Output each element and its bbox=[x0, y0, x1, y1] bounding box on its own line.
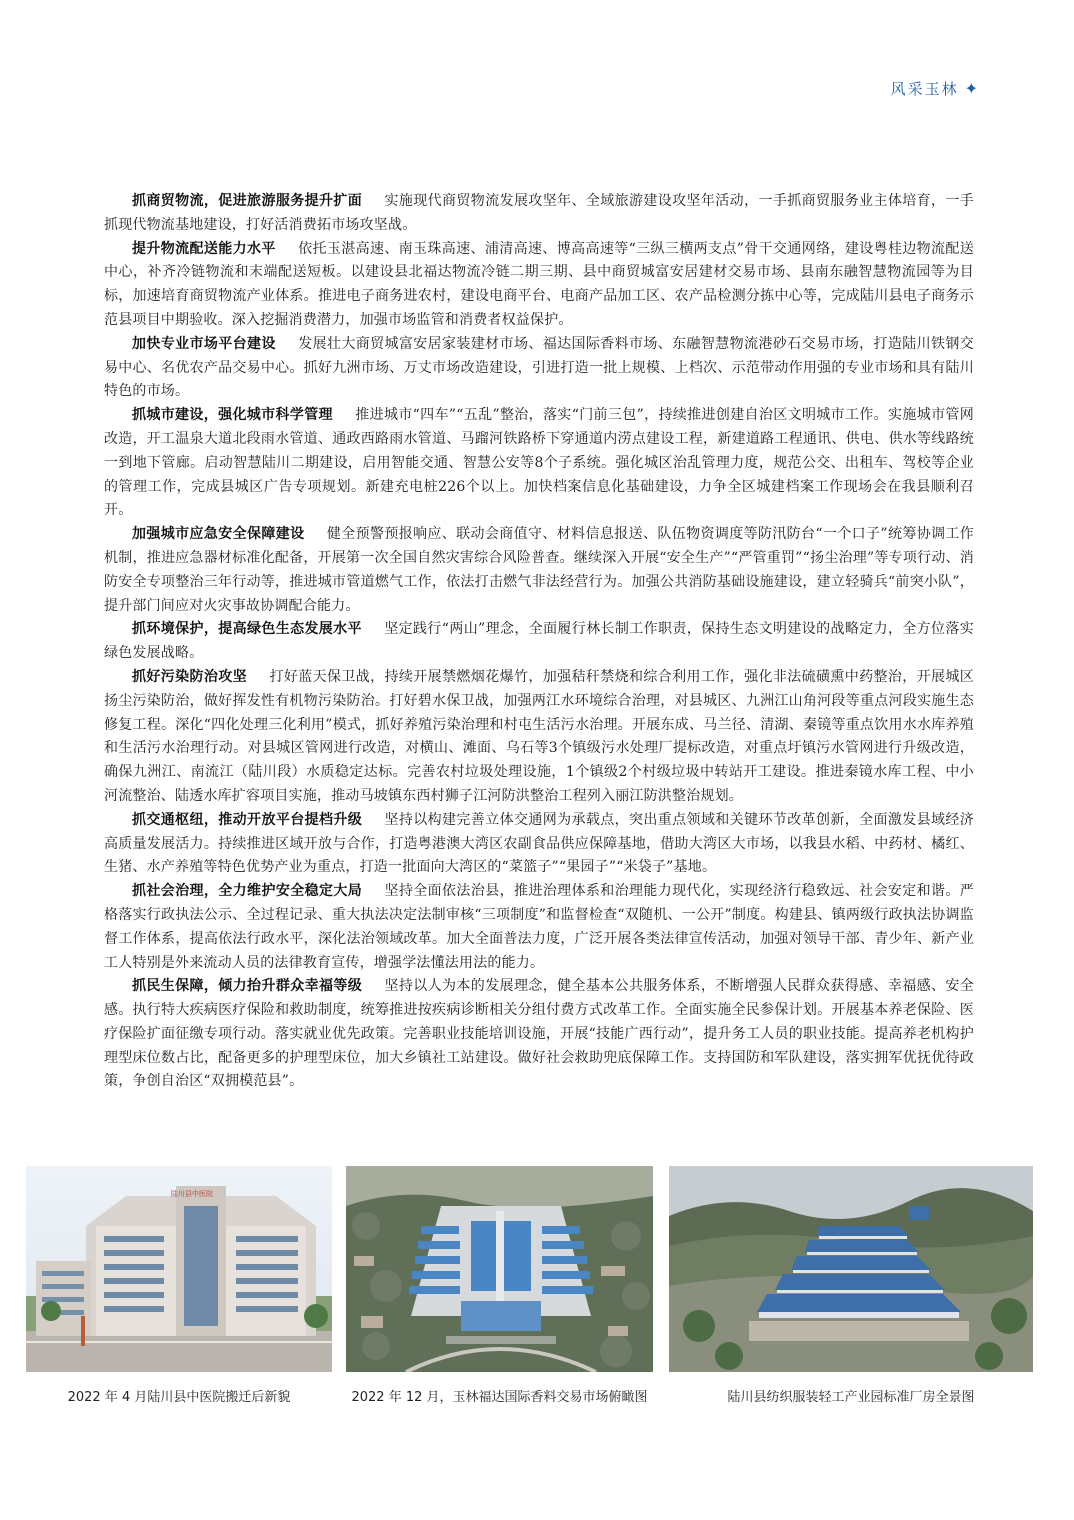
paragraph-heading: 抓民生保障，倾力抬升群众幸福等级 bbox=[132, 978, 363, 995]
diamond-marker-icon: ✦ bbox=[964, 78, 978, 98]
paragraph-heading: 抓商贸物流，促进旅游服务提升扩面 bbox=[132, 193, 363, 209]
paragraph-text: 坚持以人为本的发展理念，健全基本公共服务体系，不断增强人民群众获得感、幸福感、安全感。执行特大疾病医疗保险和救助制度，统筹推进按疾病诊断相关分组付费方式改革工作。全面实施全民参保计划。开展基本养老保险、医疗保险扩面征缴专项行动。落实就业优先政策。完善职业技能培训设施，开展“技能广西行动”，提升务工人员的职业技能。提高养老机构护理型床位数占比，配备更多的护理型床位，加大乡镇社工站建设。做好社会救助兜底保障工作。支持国防和军队建设，落实拥军优抚优待政策，争创自治区“双拥模范县”。 bbox=[104, 978, 975, 1090]
paragraph-text: 坚持全面依法治县，推进治理体系和治理能力现代化，实现经济行稳致远、社会安定和谐。严格落实行政执法公示、全过程记录、重大执法决定法制审核“三项制度”和监督检查“双随机、一公开”制度。构建县、镇两级行政执法协调监督工作体系，提高依法行政水平，深化法治领域改革。加大全面普法力度，广泛开展各类法律宣传活动，加强对领导干部、青少年、新产业工人特别是外来流动人员的法律教育宣传，增强学法懂法用法的能力。 bbox=[104, 883, 975, 971]
paragraph bbox=[104, 238, 974, 333]
paragraph-text: 依托玉湛高速、南玉珠高速、浦清高速、博高高速等“三纵三横两支点”骨干交通网络，建设粤桂边物流配送中心，补齐冷链物流和末端配送短板。以建设县北福达物流冷链二期三期、县中商贸城富安居建材交易市场、县南东融智慧物流园等为目标，加速培育商贸物流产业体系。推进电子商务进农村，建设电商平台、电商产品加工区、农产品检测分拣中心等，完成陆川县电子商务示范县项目中期验收。深入挖掘消费潜力，加强市场监管和消费者权益保护。 bbox=[104, 240, 974, 328]
paragraph bbox=[104, 333, 974, 404]
paragraph-text: 健全预警预报响应、联动会商值守、材料信息报送、队伍物资调度等防汛防台“一个口子”统筹协调工作机制，推进应急器材标准化配备，开展第一次全国自然灾害综合风险普查。继续深入开展“安全生产”“严管重罚”“扬尘治理”等专项行动、消防安全专项整治三年行动等，推进城市管道燃气工作，依法打击燃气非法经营行为。加强公共消防基础设施建设，建立轻骑兵“前突小队”，提升部门间应对火灾事故协调配合能力。 bbox=[104, 526, 975, 614]
paragraph-heading: 抓社会治理，全力维护安全稳定大局 bbox=[132, 883, 363, 900]
paragraph bbox=[104, 666, 974, 809]
paragraph-heading: 抓交通枢纽，推动开放平台提档升级 bbox=[132, 811, 363, 828]
paragraph-text: 打好蓝天保卫战，持续开展禁燃烟花爆竹，加强秸秆禁烧和综合利用工作，强化非法硫磺熏中药整治，开展城区扬尘污染防治，做好挥发性有机物污染防治。打好碧水保卫战，加强两江水环境综合治理，对县城区、九洲江山角河段等重点河段实施生态修复工程。深化“四化处理三化利用”模式，抓好养殖污染治理和村屯生活污水治理。开展东成、马兰径、清湖、秦镜等重点饮用水水库养殖和生活污水治理行动。对县城区管网进行改造，对横山、滩面、乌石等3个镇级污水处理厂提标改造，对重点圩镇污水管网进行升级改造，确保九洲江、南流江（陆川段）水质稳定达标。完善农村垃圾处理设施，1个镇级2个村级垃圾中转站开工建设。推进秦镜水库工程、中小河流整治、陆透水库扩容项目实施，推动马坡镇东西村狮子江河防洪整治工程列入丽江防洪整治规划。 bbox=[104, 668, 974, 804]
paragraph-text: 坚定践行“两山”理念，全面履行林长制工作职责，保持生态文明建设的战略定力，全方位落实绿色发展战略。 bbox=[104, 621, 974, 662]
photo-caption: 2022 年 12 月，玉林福达国际香料交易市场俯瞰图 bbox=[351, 1390, 648, 1405]
market-aerial-photo bbox=[346, 1166, 653, 1372]
paragraph-heading: 提升物流配送能力水平 bbox=[132, 240, 276, 257]
photo-strip bbox=[26, 1166, 1034, 1406]
paragraph bbox=[104, 809, 974, 880]
paragraph bbox=[104, 975, 974, 1094]
paragraph bbox=[104, 523, 974, 618]
paragraph bbox=[104, 404, 974, 523]
paragraph-text: 推进城市“四车”“五乱”整治，落实“门前三包”，持续推进创建自治区文明城市工作。实施城市管网改造，开工温泉大道北段雨水管道、通政西路雨水管道、马蹓河铁路桥下穿通道内涝点建设工程，新建道路工程通讯、供电、供水等线路统一到地下管廊。启动智慧陆川二期建设，启用智能交通、智慧公安等8个子系统。强化城区治乱管理力度，规范公交、出租车、驾校等企业的管理工作，完成县城区广告专项规划。新建充电桩226个以上。加快档案信息化基础建设，力争全区城建档案工作现场会在我县顺利召开。 bbox=[104, 407, 974, 519]
section-title: 风采玉林 bbox=[890, 80, 959, 98]
hospital-photo bbox=[26, 1166, 332, 1372]
article-body bbox=[104, 190, 974, 1094]
page-header bbox=[891, 78, 978, 99]
photo-caption: 2022 年 4 月陆川县中医院搬迁后新貌 bbox=[67, 1390, 291, 1405]
photo-caption: 陆川县纺织服装轻工产业园标准厂房全景图 bbox=[727, 1390, 975, 1405]
industrial-park-photo bbox=[669, 1166, 1033, 1372]
paragraph-heading: 加快专业市场平台建设 bbox=[132, 335, 276, 352]
hospital-sign-text: 陆川县中医院 bbox=[171, 1190, 213, 1198]
paragraph-heading: 抓城市建设，强化城市科学管理 bbox=[132, 407, 333, 424]
paragraph-heading: 加强城市应急安全保障建设 bbox=[132, 526, 305, 543]
paragraph-heading: 抓环境保护，提高绿色生态发展水平 bbox=[132, 621, 362, 638]
paragraph bbox=[104, 618, 974, 666]
paragraph bbox=[104, 190, 974, 238]
paragraph-heading: 抓好污染防治攻坚 bbox=[132, 668, 248, 685]
paragraph bbox=[104, 880, 974, 975]
paragraph-text: 实施现代商贸物流发展攻坚年、全域旅游建设攻坚年活动，一手抓商贸服务业主体培育，一手抓现代物流基地建设，打好活消费拓市场攻坚战。 bbox=[104, 193, 975, 233]
paragraph-text: 坚持以构建完善立体交通网为承载点，突出重点领域和关键环节改革创新，全面激发县域经济高质量发展活力。持续推进区域开放与合作，打造粤港澳大湾区农副食品供应保障基地，借助大湾区大市场，以我县水稻、中药材、橘红、生猪、水产养殖等特色优势产业为重点，打造一批面向大湾区的“菜篮子”“果园子”“米袋子”基地。 bbox=[104, 811, 975, 876]
paragraph-text: 发展壮大商贸城富安居家装建材市场、福达国际香料市场、东融智慧物流港砂石交易市场，打造陆川铁钢交易中心、名优农产品交易中心。抓好九洲市场、万丈市场改造建设，引进打造一批上规模、上档次、示范带动作用强的专业市场和具有陆川特色的市场。 bbox=[104, 335, 974, 400]
